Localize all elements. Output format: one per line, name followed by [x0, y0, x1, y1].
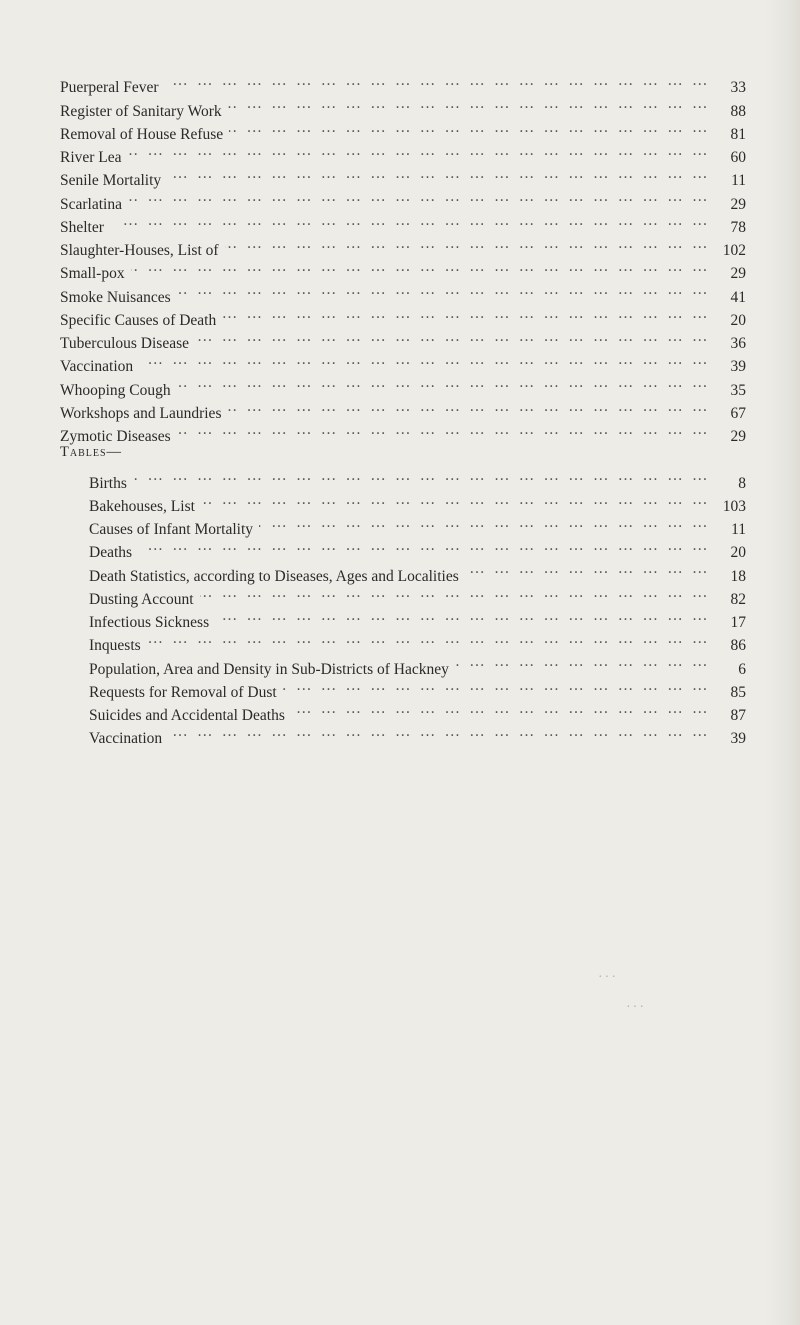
- entry-page: 11: [731, 521, 746, 538]
- table-entry: [60, 534, 746, 562]
- entry-page: 85: [730, 683, 746, 701]
- entry-label: Population, Area and Density in Sub-Districts of Hackney: [89, 660, 449, 678]
- entry-page: 18: [730, 567, 746, 585]
- entry-page: 82: [730, 590, 746, 608]
- dot-leader: [131, 255, 708, 278]
- entry-page: 17: [730, 614, 746, 631]
- entry-label: Specific Causes of Death: [60, 311, 217, 329]
- dot-leader: [128, 185, 708, 208]
- table-entry: [60, 557, 746, 585]
- table-entry: [60, 488, 746, 515]
- dot-leader: [283, 674, 708, 697]
- dot-leader: [291, 697, 708, 720]
- entry-page: 11: [731, 172, 746, 190]
- dot-leader: [177, 278, 708, 301]
- index-entry: [60, 371, 746, 399]
- index-entry: [60, 255, 746, 283]
- dot-leader: [147, 627, 708, 650]
- dot-leader: [133, 464, 708, 487]
- entry-label: Register of Sanitary Work: [60, 102, 222, 120]
- entry-page: 102: [722, 242, 746, 259]
- entry-label: Deaths: [89, 544, 133, 562]
- dot-leader: [227, 395, 708, 418]
- dot-leader: [259, 511, 708, 534]
- entry-label: Senile Mortality: [60, 172, 162, 190]
- entry-page: 20: [730, 544, 746, 562]
- entry-page: 86: [730, 637, 746, 655]
- entry-page: 35: [730, 381, 746, 399]
- entry-label: Births: [89, 474, 127, 492]
- index-list: [60, 69, 746, 748]
- dot-leader: [455, 650, 708, 673]
- entry-label: Zymotic Diseases: [60, 428, 171, 445]
- index-entry: [60, 69, 746, 97]
- dot-leader: [168, 720, 708, 743]
- dot-leader: [222, 302, 708, 325]
- dot-leader: [138, 534, 708, 557]
- entry-page: 88: [730, 102, 746, 120]
- entry-page: 20: [730, 311, 746, 329]
- entry-label: Dusting Account: [89, 590, 194, 608]
- dot-leader: [228, 92, 708, 115]
- entry-label: Death Statistics, according to Diseases, Ages and Localities: [89, 567, 459, 585]
- show-through-dots: ···: [626, 1000, 646, 1015]
- entry-label: River Lea: [60, 149, 122, 166]
- entry-label: Scarlatina: [60, 195, 122, 213]
- tables-heading: Tables—: [60, 444, 123, 460]
- entry-label: Puerperal Fever: [60, 79, 159, 97]
- entry-page: 39: [730, 730, 746, 748]
- entry-page: 87: [730, 707, 746, 724]
- entry-page: 29: [730, 265, 746, 283]
- entry-label: Slaughter-Houses, List of: [60, 242, 219, 259]
- entry-label: Vaccination: [60, 358, 134, 376]
- entry-page: 8: [738, 474, 746, 492]
- dot-leader: [167, 162, 708, 185]
- entry-label: Vaccination: [89, 730, 163, 748]
- index-entry: [60, 278, 746, 306]
- entry-page: 29: [730, 428, 746, 445]
- index-entry: [60, 348, 746, 376]
- dot-leader: [215, 604, 708, 627]
- entry-label: Bakehouses, List: [89, 497, 195, 515]
- page-edge-shadow: [766, 0, 800, 1325]
- index-entry: [60, 185, 746, 213]
- entry-page: 41: [730, 288, 746, 306]
- entry-page: 103: [722, 497, 746, 515]
- dot-leader: [110, 209, 708, 232]
- entry-page: 6: [738, 660, 746, 678]
- index-entry: [60, 209, 746, 236]
- dot-leader: [201, 488, 708, 511]
- entry-label: Whooping Cough: [60, 381, 171, 399]
- entry-page: 81: [730, 125, 746, 143]
- dot-leader: [200, 581, 708, 604]
- entry-label: Removal of House Refuse: [60, 125, 224, 143]
- index-entry: [60, 92, 746, 120]
- entry-label: Smoke Nuisances: [60, 288, 171, 306]
- entry-label: Requests for Removal of Dust: [89, 683, 277, 701]
- entry-label: Inquests: [89, 637, 141, 655]
- dot-leader: [165, 69, 708, 92]
- show-through-dots: ···: [598, 970, 618, 985]
- dot-leader: [195, 325, 708, 348]
- dot-leader: [128, 139, 708, 162]
- index-entry: [60, 139, 746, 166]
- index-entry: [60, 162, 746, 190]
- entry-page: 67: [730, 404, 746, 422]
- entry-label: Shelter: [60, 218, 104, 236]
- entry-label: Causes of Infant Mortality: [89, 521, 254, 538]
- dot-leader: [465, 557, 708, 580]
- table-entry: [60, 627, 746, 655]
- entry-page: 33: [730, 79, 746, 97]
- entry-label: Workshops and Laundries: [60, 404, 222, 422]
- index-entry: [60, 232, 746, 259]
- entry-label: Tuberculous Disease: [60, 335, 190, 352]
- entry-label: Small-pox: [60, 265, 125, 283]
- entry-label: Suicides and Accidental Deaths: [89, 707, 285, 724]
- entry-page: 39: [730, 358, 746, 376]
- dot-leader: [177, 371, 708, 394]
- entry-page: 36: [730, 335, 746, 352]
- dot-leader: [229, 116, 708, 139]
- entry-page: 78: [730, 218, 746, 236]
- table-entry: [60, 650, 746, 678]
- entry-label: Infectious Sickness: [89, 614, 210, 631]
- dot-leader: [225, 232, 708, 255]
- dot-leader: [177, 418, 708, 441]
- entry-page: 29: [730, 195, 746, 213]
- dot-leader: [139, 348, 708, 371]
- entry-page: 60: [730, 149, 746, 166]
- table-entry: [60, 464, 746, 492]
